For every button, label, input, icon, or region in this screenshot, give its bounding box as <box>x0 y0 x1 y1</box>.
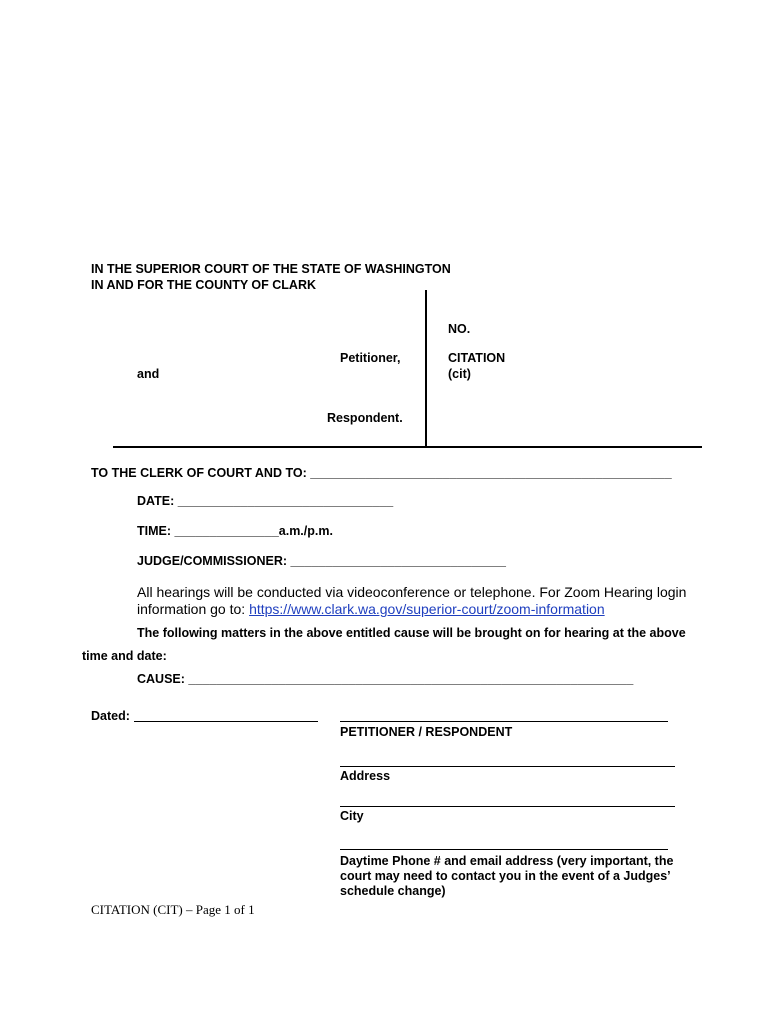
date-field: DATE: _______________________________ <box>137 494 394 508</box>
judge-commissioner-field: JUDGE/COMMISSIONER: _______________________________ <box>137 554 506 568</box>
phone-label-line3: schedule change) <box>340 884 446 898</box>
phone-label-line1: Daytime Phone # and email address (very important, the <box>340 854 674 868</box>
zoom-information-link[interactable]: https://www.clark.wa.gov/superior-court/zoom-information <box>249 601 605 617</box>
dated-label: Dated: <box>91 709 130 723</box>
matters-line1: The following matters in the above entitled cause will be brought on for hearing at the above <box>137 626 686 640</box>
and-label: and <box>137 367 160 381</box>
case-number-label: NO. <box>448 322 471 336</box>
page-footer: CITATION (CIT) – Page 1 of 1 <box>91 902 255 917</box>
time-field: TIME: _______________a.m./p.m. <box>137 524 333 538</box>
matters-line2: time and date: <box>82 649 167 663</box>
address-line <box>340 766 675 767</box>
hearing-notice-line2 <box>137 601 605 618</box>
city-label: City <box>340 809 364 823</box>
caption-divider <box>425 290 427 447</box>
document-code: (cit) <box>448 367 471 381</box>
city-line <box>340 806 675 807</box>
hearing-notice-prefix: information go to: <box>137 601 246 617</box>
party-signature-line <box>340 721 668 722</box>
address-label: Address <box>340 769 391 783</box>
respondent-label: Respondent. <box>327 411 403 425</box>
to-clerk-line: TO THE CLERK OF COURT AND TO: ____________________________________________________ <box>91 466 672 480</box>
phone-label-line2: court may need to contact you in the event of a Judges’ <box>340 869 671 883</box>
document-title: CITATION <box>448 351 506 365</box>
dated-signature-line <box>134 721 318 722</box>
hearing-notice-line1: All hearings will be conducted via videoconference or telephone. For Zoom Hearing login <box>137 584 687 600</box>
caption-bottom-rule <box>113 446 702 448</box>
cause-field: CAUSE: ________________________________________________________________ <box>137 672 634 686</box>
phone-line <box>340 849 668 850</box>
petitioner-label: Petitioner, <box>340 351 401 365</box>
court-name-line1: IN THE SUPERIOR COURT OF THE STATE OF WASHINGTON <box>91 262 451 276</box>
court-name-line2: IN AND FOR THE COUNTY OF CLARK <box>91 278 316 292</box>
party-label: PETITIONER / RESPONDENT <box>340 725 513 739</box>
